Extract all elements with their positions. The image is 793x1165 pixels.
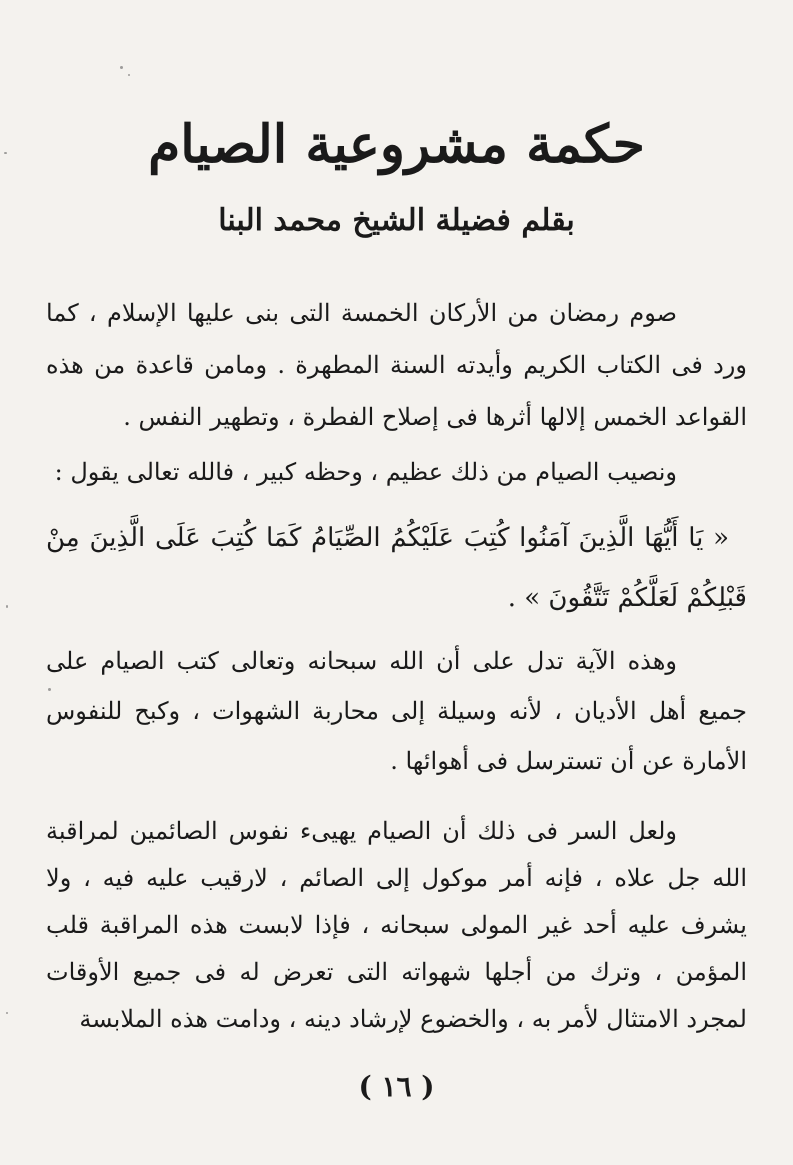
page-number: ( ١٦ ): [358, 1070, 435, 1103]
article-title: حكمة مشروعية الصيام: [148, 114, 645, 175]
paragraph-1: صوم رمضان من الأركان الخمسة التى بنى عليها الإسلام ، كما ورد فى الكتاب الكريم وأيدته السنة المطهرة . ومامن قاعدة من هذه القواعد الخمس إلالها أثرها فى إصلاح الفطرة ، وتطهير النفس .: [46, 299, 747, 431]
page-speck: [120, 66, 123, 69]
quran-verse: « يَا أَيُّهَا الَّذِينَ آمَنُوا كُتِبَ عَلَيْكُمُ الصِّيَامُ كَمَا كُتِبَ عَلَى الَّذِينَ مِنْ قَبْلِكُمْ لَعَلَّكُمْ تَتَّقُونَ » .: [46, 523, 747, 613]
page-speck: [6, 605, 8, 608]
paragraph-4: ولعل السر فى ذلك أن الصيام يهيىء نفوس الصائمين لمراقبة الله جل علاه ، فإنه أمر موكول إلى الصائم ، لارقيب عليه فيه ، ولا يشرف عليه أحد غير المولى سبحانه ، فإذا لابست هذه المراقبة قلب المؤمن ، وترك من أجلها شهواته التى تعرض له فى جميع الأوقات لمجرد الامتثال لأمر به ، والخضوع لإرشاد دينه ، ودامت هذه الملابسة: [46, 817, 747, 1033]
author-byline: بقلم فضيلة الشيخ محمد البنا: [218, 203, 575, 238]
page-speck: [6, 1012, 8, 1014]
paragraph-2: ونصيب الصيام من ذلك عظيم ، وحظه كبير ، فالله تعالى يقول :: [54, 458, 677, 486]
paragraph-3: وهذه الآية تدل على أن الله سبحانه وتعالى كتب الصيام على جميع أهل الأديان ، لأنه وسيلة إلى محاربة الشهوات ، وكبح للنفوس الأمارة عن أن تسترسل فى أهوائها .: [46, 647, 748, 775]
page-speck: [128, 74, 130, 76]
